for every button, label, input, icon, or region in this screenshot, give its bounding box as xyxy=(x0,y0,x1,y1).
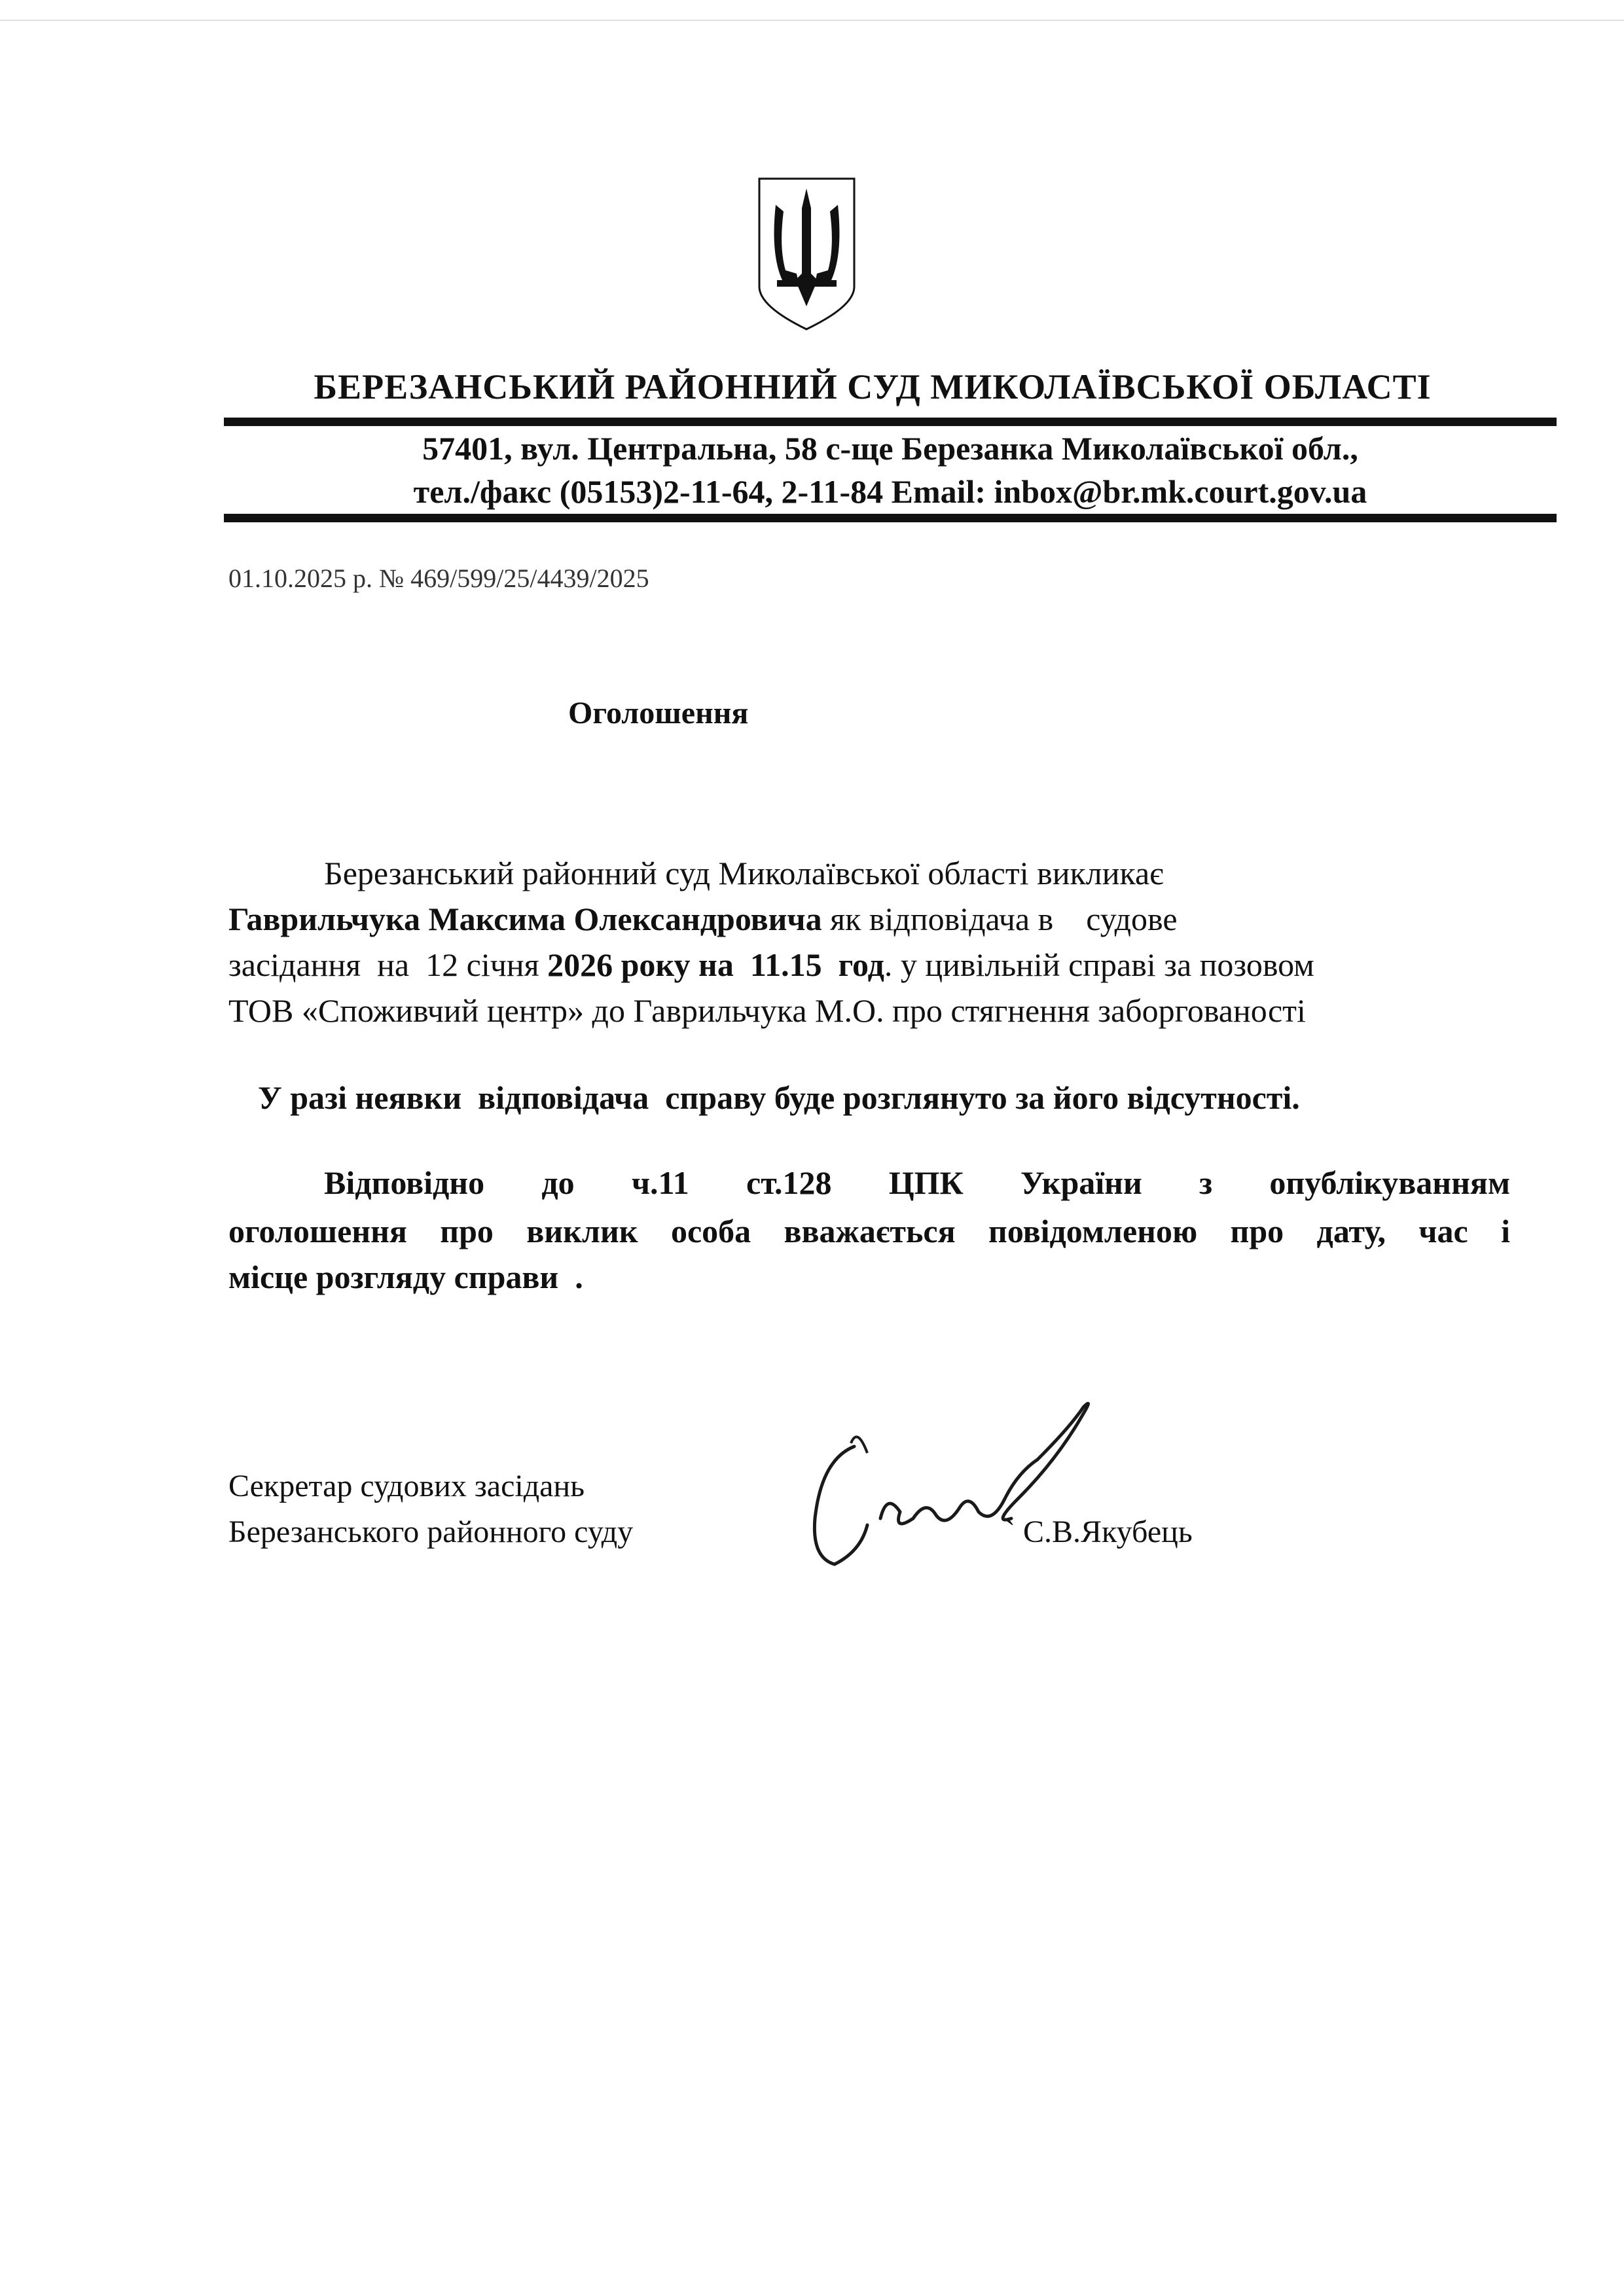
court-address: 57401, вул. Центральна, 58 с-ще Березанка Миколаївської обл., xyxy=(422,430,1358,467)
handwritten-signature-icon xyxy=(795,1388,1103,1584)
summons-line-3 xyxy=(228,946,1314,984)
summons-text: засідання на 12 січня xyxy=(228,946,548,983)
notice-line-3: місце розгляду справи . xyxy=(228,1259,583,1295)
coat-of-arms-icon xyxy=(756,175,857,332)
header-divider-bottom xyxy=(224,514,1557,522)
hearing-datetime: 2026 року на 11.15 год xyxy=(547,946,884,983)
summons-text: . у цивільній справі за позовом xyxy=(884,946,1314,983)
signer-position-1: Секретар судових засідань xyxy=(228,1469,585,1503)
notice-line-1: Відповідно до ч.11 ст.128 ЦПК України з опублікуванням xyxy=(324,1164,1510,1201)
summons-line-1: Березанський районний суд Миколаївської області викликає xyxy=(324,855,1164,891)
summons-line-2 xyxy=(228,900,1178,938)
signer-name: ` С.В.Якубець xyxy=(1005,1515,1193,1549)
absence-warning: У разі неявки відповідача справу буде розглянуто за його відсутності. xyxy=(258,1079,1300,1116)
defendant-name: Гаврильчука Максима Олександровича xyxy=(228,901,822,937)
court-contacts: тел./факс (05153)2-11-64, 2-11-84 Email: inbox@br.mk.court.gov.ua xyxy=(413,473,1367,510)
summons-line-4: ТОВ «Споживчий центр» до Гаврильчука М.О. про стягнення заборгованості xyxy=(228,992,1306,1029)
signer-position-2: Березанського районного суду xyxy=(228,1515,634,1549)
header-divider xyxy=(224,418,1557,426)
document-reference: 01.10.2025 р. № 469/599/25/4439/2025 xyxy=(228,564,649,593)
scan-edge-line xyxy=(0,20,1624,21)
document-heading: Оголошення xyxy=(568,696,749,730)
notice-line-2: оголошення про виклик особа вважається повідомленою про дату, час і xyxy=(228,1213,1510,1249)
summons-text: як відповідача в судове xyxy=(821,901,1178,937)
court-name: БЕРЕЗАНСЬКИЙ РАЙОННИЙ СУД МИКОЛАЇВСЬКОЇ ОБЛАСТІ xyxy=(314,367,1432,406)
